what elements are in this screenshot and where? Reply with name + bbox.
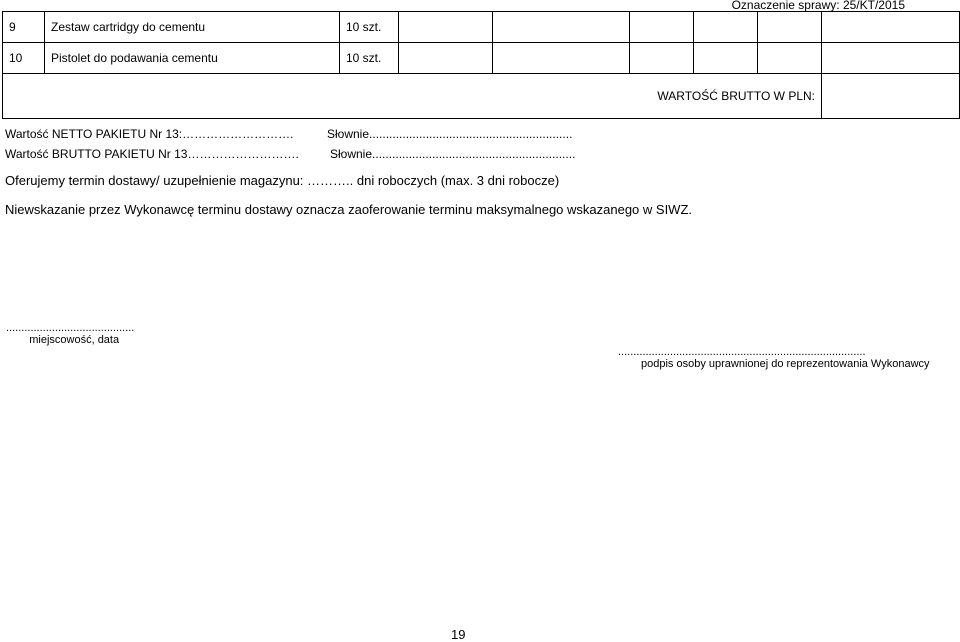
delivery-term-statement: Oferujemy termin dostawy/ uzupełnienie magazynu: ……….. dni roboczych (max. 3 dni robocze)	[5, 173, 560, 188]
place-date-signature	[6, 322, 134, 346]
item-name: Zestaw cartridgy do cementu	[45, 12, 340, 43]
item-cell-empty	[493, 12, 630, 43]
table-row	[3, 12, 960, 43]
place-date-label: miejscowość, data	[29, 334, 120, 346]
brutto-value-label: Wartość BRUTTO PAKIETU Nr 13……………………….	[5, 147, 299, 161]
item-quantity: 10 szt.	[340, 43, 399, 74]
page-number: 19	[451, 627, 466, 642]
item-cell-empty	[399, 12, 493, 43]
total-brutto-value	[822, 74, 960, 119]
item-number: 10	[3, 43, 45, 74]
item-cell-empty	[758, 12, 822, 43]
item-cell-empty	[822, 43, 960, 74]
signature-dots: .................................................................................	[618, 346, 866, 358]
item-cell-empty	[630, 12, 694, 43]
item-quantity: 10 szt.	[340, 12, 399, 43]
signature-label: podpis osoby uprawnionej do reprezentowania Wykonawcy	[641, 358, 930, 370]
items-table	[2, 11, 960, 119]
total-brutto-label: WARTOŚĆ BRUTTO W PLN:	[3, 74, 822, 119]
item-cell-empty	[399, 43, 493, 74]
item-name: Pistolet do podawania cementu	[45, 43, 340, 74]
delivery-term-notice: Niewskazanie przez Wykonawcę terminu dostawy oznacza zaoferowanie terminu maksymalnego wskazanego w SIWZ.	[5, 202, 693, 217]
brutto-value-words: Słownie.............................................................	[330, 147, 576, 161]
item-cell-empty	[694, 12, 758, 43]
place-date-dots: ..........................................	[6, 322, 135, 334]
netto-value-label: Wartość NETTO PAKIETU Nr 13:……………………….	[5, 127, 294, 141]
item-cell-empty	[694, 43, 758, 74]
item-cell-empty	[758, 43, 822, 74]
item-cell-empty	[822, 12, 960, 43]
item-cell-empty	[493, 43, 630, 74]
table-row	[3, 43, 960, 74]
case-reference: Oznaczenie sprawy: 25/KT/2015	[731, 0, 905, 12]
authorized-signature	[618, 346, 930, 370]
item-cell-empty	[630, 43, 694, 74]
total-row	[3, 74, 960, 119]
netto-value-words: Słownie.............................................................	[327, 127, 573, 141]
item-number: 9	[3, 12, 45, 43]
